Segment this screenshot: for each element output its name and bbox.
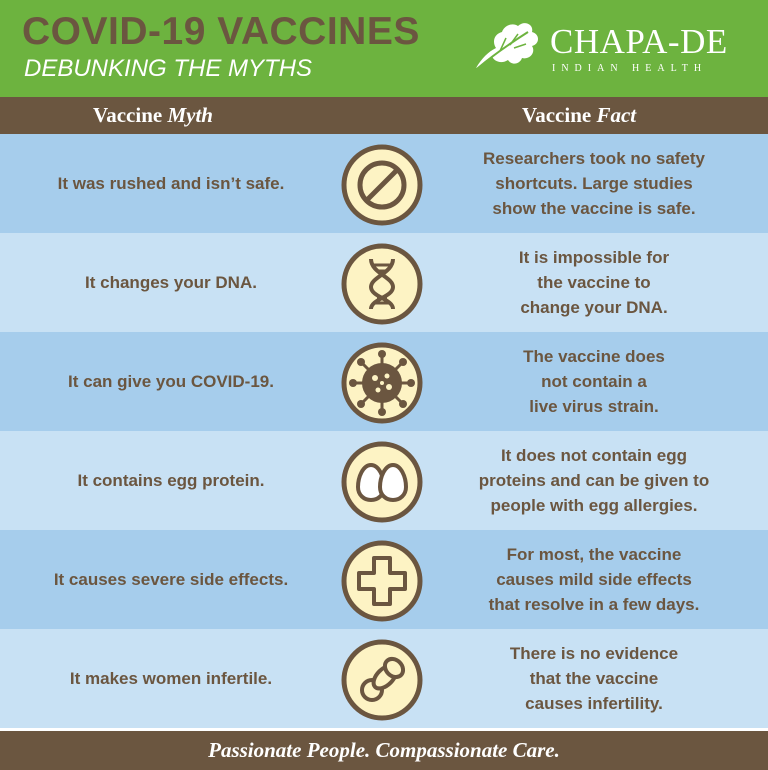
header-banner: [0, 0, 768, 97]
prohibited-icon: [341, 144, 423, 226]
myth-text: It makes women infertile.: [69, 668, 273, 688]
fact-text: The vaccine does not contain a live virus strain.: [523, 347, 665, 416]
column-header-bar: [0, 97, 768, 134]
myth-text: It causes severe side effects.: [53, 569, 289, 589]
medical-cross-icon: [341, 540, 423, 622]
myth-heading-prefix: Vaccine: [93, 103, 168, 127]
virus-icon: [341, 342, 423, 424]
myth-fact-row: [0, 530, 768, 629]
myth-text: It was rushed and isn’t safe.: [57, 173, 285, 193]
fact-column-heading: [522, 103, 636, 128]
chapa-de-logo: [470, 18, 755, 78]
page-title: COVID-19 VACCINES: [22, 10, 420, 53]
footer-bar: [0, 731, 768, 770]
myth-fact-row: [0, 431, 768, 530]
logo-subtitle: INDIAN HEALTH: [552, 63, 708, 74]
myth-text: It can give you COVID-19.: [68, 371, 274, 391]
myth-text: It contains egg protein.: [77, 470, 265, 490]
myth-fact-row: [0, 332, 768, 431]
myth-column-heading: [93, 103, 213, 128]
myth-fact-row: [0, 629, 768, 728]
fact-text: For most, the vaccine causes mild side effects that resolve in a few days.: [488, 545, 700, 614]
myth-fact-row: [0, 134, 768, 233]
eggs-icon: [341, 441, 423, 523]
fact-text: It does not contain egg proteins and can be given to people with egg allergies.: [478, 446, 710, 515]
pacifier-icon: [341, 639, 423, 721]
myth-text: It changes your DNA.: [85, 272, 257, 292]
logo-name: CHAPA-DE: [550, 22, 728, 61]
fact-text: It is impossible for the vaccine to change your DNA.: [518, 248, 670, 317]
fact-heading-emphasis: Fact: [596, 103, 637, 127]
fact-text: There is no evidence that the vaccine causes infertility.: [509, 644, 679, 713]
oak-leaf-icon: [470, 18, 542, 74]
dna-icon: [341, 243, 423, 325]
fact-heading-prefix: Vaccine: [522, 103, 597, 127]
myth-heading-emphasis: Myth: [167, 103, 213, 127]
page-subtitle: DEBUNKING THE MYTHS: [24, 55, 313, 82]
myth-fact-row: [0, 233, 768, 332]
footer-tagline: Passionate People. Compassionate Care.: [208, 738, 560, 762]
fact-text: Researchers took no safety shortcuts. Large studies show the vaccine is safe.: [482, 149, 706, 218]
